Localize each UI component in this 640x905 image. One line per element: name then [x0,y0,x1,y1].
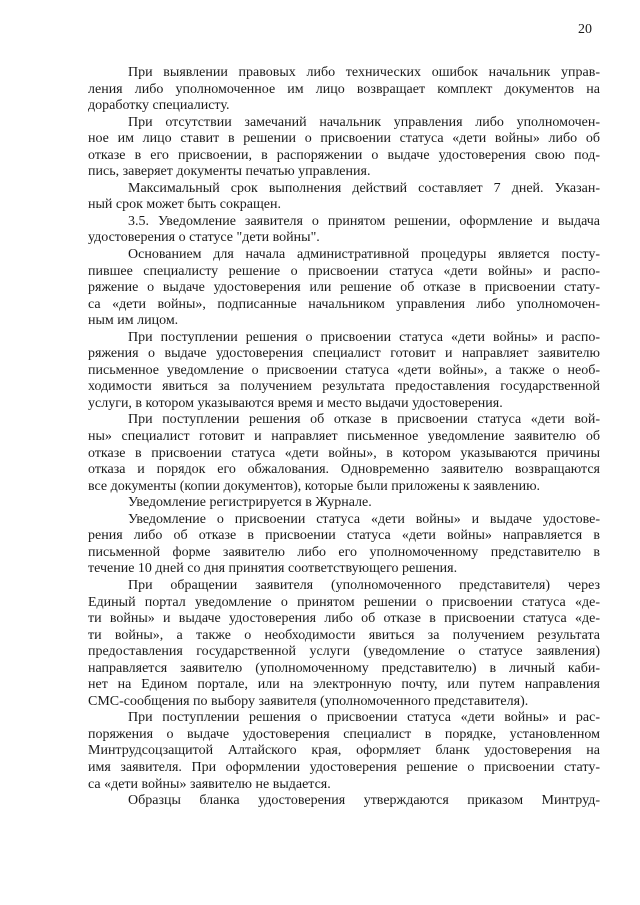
document-body [88,65,600,810]
text-line: пись, заверяет документы печатью управления. [88,164,371,180]
text-line: доработку специалисту. [88,98,230,114]
text-line: письменной форме заявителю либо его уполномоченному представителю в [88,544,600,560]
text-line: ное им лицо ставит в решении о присвоении статуса «дети войны» либо об [88,131,600,147]
page-number: 20 [578,22,592,37]
text-line: При выявлении правовых либо технических ошибок начальник управ- [128,65,600,80]
text-line: поряжения о выдаче удостоверения специалист в порядке, установленном [88,726,600,742]
text-line: При отсутствии замечаний начальник управления либо уполномочен- [128,114,600,130]
text-line: ный срок может быть сокращен. [88,197,281,213]
text-line: Минтрудсоцзащитой Алтайского края, оформляет бланк удостоверения на [88,743,600,759]
text-line: СМС-сообщения по выбору заявителя (уполномоченного представителя). [88,693,529,709]
text-line: предоставления государственной услуги (уведомление о статусе заявления) [88,644,600,660]
text-line: письменное уведомление о присвоении статуса «дети войны», а также о необ- [88,362,600,378]
text-line: течение 10 дней со дня принятия соответствующего решения. [88,561,458,577]
text-line: При обращении заявителя (уполномоченного представителя) через [128,577,600,593]
text-line: ны» специалист готовит и направляет письменное уведомление заявителю об [88,429,600,445]
text-line: все документы (копии документов), которые были приложены к заявлению. [88,478,541,494]
text-line: ным им лицом. [88,313,179,329]
text-line: ходимости явиться за получением результата предоставления государственной [88,379,600,395]
text-line: При поступлении решения об отказе в присвоении статуса «дети вой- [128,412,600,428]
text-line: отказе в присвоении статуса «дети войны», в котором указываются причины [88,445,600,461]
text-line: Максимальный срок выполнения действий составляет 7 дней. Указан- [128,180,600,196]
text-line: Уведомление регистрируется в Журнале. [128,495,372,511]
text-line: Образцы бланка удостоверения утверждаются приказом Минтруд- [128,793,600,809]
text-line: При поступлении решения о присвоении статуса «дети войны» и распо- [128,329,600,345]
text-line: ления либо уполномоченное им лицо возвращает комплект документов на [88,81,600,97]
text-line: нет на Едином портале, или на электронную почту, или путем направления [88,677,600,693]
text-line: имя заявителя. При оформлении удостоверения решение о присвоении стату- [88,759,600,775]
text-line: ти войны», а также о необходимости явиться за получением результата [88,627,600,643]
text-line: ти войны» и выдаче удостоверения либо об отказе в присвоении статуса «де- [88,611,600,627]
text-line: ряжение о выдаче удостоверения или решение об отказе в присвоении стату- [88,280,600,296]
text-line: Основанием для начала административной процедуры является посту- [128,247,600,263]
text-line: При поступлении решения о присвоении статуса «дети войны» и рас- [128,710,600,726]
text-line: Единый портал уведомление о принятом решении о присвоении статуса «де- [88,594,600,610]
text-line: 3.5. Уведомление заявителя о принятом решении, оформление и выдача [128,213,600,229]
text-line: услуги, в котором указываются время и место выдачи удостоверения. [88,395,503,411]
text-line: ряжения о выдаче удостоверения специалист готовит и направляет заявителю [88,346,600,362]
text-line: отказе в его присвоении, в распоряжении о выдаче удостоверения свою под- [88,147,600,163]
text-line: удостоверения о статусе "дети войны". [88,230,320,246]
text-line: са «дети войны», подписанные начальником управления либо уполномочен- [88,296,600,312]
text-line: пившее специалисту решение о присвоении статуса «дети войны» и распо- [88,263,600,279]
text-line: са «дети войны» заявителю не выдается. [88,776,331,792]
text-line: Уведомление о присвоении статуса «дети войны» и выдаче удостове- [128,511,600,527]
text-line: отказа и порядок его обжалования. Одновременно заявителю возвращаются [88,462,600,478]
text-line: направляется заявителю (уполномоченному представителю) в личный каби- [88,660,600,676]
text-line: рения либо об отказе в присвоении статуса «дети войны» направляется в [88,528,600,544]
